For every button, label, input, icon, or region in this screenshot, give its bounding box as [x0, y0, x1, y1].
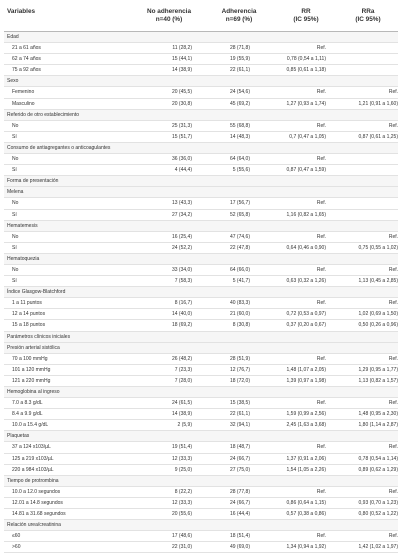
- section-row: [4, 431, 398, 442]
- table-row: [4, 276, 398, 287]
- cell-adherencia: 22 (61,1): [229, 67, 250, 74]
- header-rr-ic: (IC 95%): [293, 16, 319, 23]
- cell-adherencia: 14 (48,3): [229, 133, 250, 140]
- cell-rr: Ref.: [316, 355, 326, 362]
- cell-no-adherencia: 33 (34,0): [171, 266, 192, 273]
- cell-adherencia: 28 (71,8): [229, 45, 250, 52]
- cell-rra: Ref.: [388, 444, 398, 451]
- cell-rra: 0,87 (0,61 a 1,25): [358, 133, 398, 140]
- cell-rra: 0,89 (0,62 a 1,29): [358, 466, 398, 473]
- section-row: [4, 476, 398, 487]
- cell-rr: 1,54 (1,05 a 2,26): [286, 466, 326, 473]
- table-row: [4, 43, 398, 54]
- row-label: No: [12, 200, 19, 207]
- row-label: >60: [12, 544, 21, 551]
- section-row: [4, 332, 398, 343]
- row-label: Sí: [12, 211, 17, 218]
- table-row: [4, 409, 398, 420]
- table-row: [4, 65, 398, 76]
- row-label: Sí: [12, 133, 17, 140]
- table-row: [4, 420, 398, 431]
- row-label: Masculino: [12, 100, 35, 107]
- row-label: Sí: [12, 244, 17, 251]
- cell-rr: 1,59 (0,99 a 2,56): [286, 411, 326, 418]
- cell-no-adherencia: 12 (33,3): [171, 499, 192, 506]
- cell-rr: 0,86 (0,64 a 1,15): [286, 499, 326, 506]
- cell-rra: Ref.: [388, 122, 398, 129]
- cell-rr: 1,48 (1,07 a 2,05): [286, 366, 326, 373]
- cell-no-adherencia: 12 (33,3): [171, 455, 192, 462]
- row-label: ≤60: [12, 533, 21, 540]
- cell-no-adherencia: 17 (48,6): [171, 533, 192, 540]
- table-row: [4, 454, 398, 465]
- row-label: No: [12, 122, 19, 129]
- cell-rra: 1,13 (0,82 a 1,57): [358, 377, 398, 384]
- cell-adherencia: 32 (94,1): [229, 422, 250, 429]
- table-row: [4, 265, 398, 276]
- cell-adherencia: 24 (66,7): [229, 499, 250, 506]
- row-label: Femenino: [12, 89, 35, 96]
- table-row: [4, 365, 398, 376]
- cell-rr: 1,39 (0,97 a 1,98): [286, 377, 326, 384]
- row-label: Sexo: [7, 78, 19, 85]
- row-label: 62 a 74 años: [12, 56, 41, 63]
- cell-no-adherencia: 7 (58,3): [174, 278, 192, 285]
- cell-adherencia: 15 (38,5): [229, 400, 250, 407]
- header-adherencia-n: n=69 (%): [225, 16, 253, 23]
- cell-rr: 1,34 (0,94 a 1,92): [286, 544, 326, 551]
- cell-no-adherencia: 8 (22,2): [174, 488, 192, 495]
- cell-adherencia: 21 (60,0): [229, 311, 250, 318]
- row-label: Plaquetas: [7, 433, 30, 440]
- row-label: 15 a 18 puntos: [12, 322, 46, 329]
- section-row: [4, 387, 398, 398]
- cell-rra: Ref.: [388, 266, 398, 273]
- section-row: [4, 287, 398, 298]
- cell-adherencia: 52 (65,8): [229, 211, 250, 218]
- cell-no-adherencia: 24 (52,2): [171, 244, 192, 251]
- header-variables: Variables: [7, 8, 36, 15]
- table-row: [4, 165, 398, 176]
- cell-rr: 0,63 (0,32 a 1,26): [286, 278, 326, 285]
- section-row: [4, 32, 398, 43]
- cell-rr: Ref.: [316, 400, 326, 407]
- row-label: 70 a 100 mmHg: [12, 355, 48, 362]
- row-label: No: [12, 266, 19, 273]
- cell-rr: 0,72 (0,53 a 0,97): [286, 311, 326, 318]
- cell-adherencia: 45 (69,2): [229, 100, 250, 107]
- row-label: 121 a 220 mmHg: [12, 377, 51, 384]
- section-row: [4, 254, 398, 265]
- row-label: 37 a 124 x103/µL: [12, 444, 51, 451]
- section-row: [4, 343, 398, 354]
- row-label: Sí: [12, 167, 17, 174]
- row-label: 12.01 a 14.8 segundos: [12, 499, 63, 506]
- cell-adherencia: 55 (68,8): [229, 122, 250, 129]
- table-row: [4, 498, 398, 509]
- cell-adherencia: 64 (64,0): [229, 156, 250, 163]
- table-row: [4, 99, 398, 110]
- cell-adherencia: 22 (47,8): [229, 244, 250, 251]
- cell-no-adherencia: 14 (38,9): [171, 67, 192, 74]
- table-body: [4, 32, 398, 553]
- row-label: Presión arterial sistólica: [7, 344, 60, 351]
- cell-rr: 0,85 (0,61 a 1,18): [286, 67, 326, 74]
- row-label: 12 a 14 puntos: [12, 311, 46, 318]
- cell-rra: Ref.: [388, 355, 398, 362]
- cell-rr: Ref.: [316, 266, 326, 273]
- header-rr: [274, 8, 338, 24]
- table-row: [4, 298, 398, 309]
- cell-rra: 1,29 (0,95 a 1,77): [358, 366, 398, 373]
- row-label: Forma de presentación: [7, 178, 59, 185]
- cell-no-adherencia: 14 (40,0): [171, 311, 192, 318]
- cell-rr: Ref.: [316, 233, 326, 240]
- cell-rr: 0,64 (0,46 a 0,90): [286, 244, 326, 251]
- cell-rr: 2,45 (1,63 a 3,68): [286, 422, 326, 429]
- header-no-adherencia-n: n=40 (%): [155, 16, 183, 23]
- cell-no-adherencia: 8 (16,7): [174, 300, 192, 307]
- row-label: 8.4 a 9.9 g/dL: [12, 411, 43, 418]
- cell-no-adherencia: 24 (61,5): [171, 400, 192, 407]
- cell-rra: Ref.: [388, 533, 398, 540]
- cell-rra: Ref.: [388, 488, 398, 495]
- table-row: [4, 354, 398, 365]
- cell-rra: 1,80 (1,14 a 2,87): [358, 422, 398, 429]
- cell-rra: Ref.: [388, 89, 398, 96]
- cell-no-adherencia: 13 (43,3): [171, 200, 192, 207]
- cell-rra: 1,42 (1,02 a 1,97): [358, 544, 398, 551]
- cell-no-adherencia: 9 (25,0): [174, 466, 192, 473]
- cell-rra: 0,93 (0,70 a 1,23): [358, 499, 398, 506]
- table-row: [4, 542, 398, 553]
- cell-no-adherencia: 20 (30,8): [171, 100, 192, 107]
- row-label: Edad: [7, 34, 19, 40]
- table-row: [4, 487, 398, 498]
- cell-rra: 1,02 (0,69 a 1,50): [358, 311, 398, 318]
- row-label: 21 a 61 años: [12, 45, 41, 52]
- cell-no-adherencia: 26 (48,2): [171, 355, 192, 362]
- cell-rr: Ref.: [316, 200, 326, 207]
- cell-no-adherencia: 4 (44,4): [174, 167, 192, 174]
- cell-rr: Ref.: [316, 444, 326, 451]
- table-row: [4, 232, 398, 243]
- row-label: Referido de otro establecimiento: [7, 111, 79, 118]
- cell-adherencia: 19 (55,9): [229, 56, 250, 63]
- header-adherencia-label: Adherencia: [221, 8, 257, 15]
- table-row: [4, 442, 398, 453]
- section-row: [4, 176, 398, 187]
- row-label: 7.0 a 8.3 g/dL: [12, 400, 43, 407]
- cell-adherencia: 16 (44,4): [229, 511, 250, 518]
- cell-adherencia: 47 (74,6): [229, 233, 250, 240]
- header-rra: [338, 8, 398, 24]
- cell-adherencia: 40 (83,3): [229, 300, 250, 307]
- cell-adherencia: 12 (76,7): [229, 366, 250, 373]
- section-row: [4, 187, 398, 198]
- cell-rra: 1,13 (0,45 a 2,85): [358, 278, 398, 285]
- header-no-adherencia: [134, 8, 204, 24]
- row-label: 10.0 a 12.0 segundos: [12, 488, 61, 495]
- cell-adherencia: 18 (48,7): [229, 444, 250, 451]
- cell-adherencia: 5 (55,6): [232, 167, 250, 174]
- header-adherencia: [204, 8, 274, 24]
- section-row: [4, 221, 398, 232]
- cell-rr: Ref.: [316, 89, 326, 96]
- table-row: [4, 465, 398, 476]
- cell-rr: Ref.: [316, 45, 326, 52]
- cell-no-adherencia: 19 (51,4): [171, 444, 192, 451]
- table-row: [4, 398, 398, 409]
- cell-rra: 0,75 (0,55 a 1,02): [358, 244, 398, 251]
- cell-no-adherencia: 7 (28,0): [174, 377, 192, 384]
- section-row: [4, 110, 398, 121]
- cell-rr: 0,78 (0,54 a 1,11): [286, 56, 326, 63]
- table-row: [4, 309, 398, 320]
- header-rr-label: RR: [301, 8, 311, 15]
- table-row: [4, 54, 398, 65]
- cell-no-adherencia: 20 (55,6): [171, 511, 192, 518]
- row-label: 220 a 984 x103/µL: [12, 466, 54, 473]
- table-row: [4, 132, 398, 143]
- header-rra-label: RRa: [361, 8, 375, 15]
- cell-no-adherencia: 11 (28,2): [172, 45, 192, 52]
- cell-rr: 0,37 (0,20 a 0,67): [286, 322, 326, 329]
- cell-adherencia: 5 (41,7): [232, 278, 250, 285]
- cell-no-adherencia: 15 (51,7): [171, 133, 192, 140]
- table-row: [4, 210, 398, 221]
- cell-adherencia: 22 (61,1): [229, 411, 250, 418]
- row-label: Sí: [12, 278, 17, 285]
- cell-adherencia: 8 (30,8): [232, 322, 250, 329]
- cell-rr: 1,27 (0,93 a 1,74): [286, 100, 326, 107]
- cell-no-adherencia: 25 (31,3): [171, 122, 192, 129]
- row-label: 101 a 120 mmHg: [12, 366, 51, 373]
- section-row: [4, 520, 398, 531]
- header-rra-ic: (IC 95%): [355, 16, 381, 23]
- header-no-adherencia-label: No adherencia: [146, 8, 192, 15]
- cell-no-adherencia: 15 (44,1): [171, 56, 192, 63]
- row-label: Melena: [7, 189, 24, 196]
- cell-adherencia: 18 (72,0): [229, 377, 250, 384]
- cell-no-adherencia: 36 (36,0): [171, 156, 192, 163]
- table-row: [4, 87, 398, 98]
- cell-adherencia: 24 (54,6): [229, 89, 250, 96]
- cell-rra: 0,80 (0,52 a 1,22): [358, 511, 398, 518]
- row-label: Índice Glasgow-Blatchford: [7, 289, 66, 296]
- results-table: [4, 4, 398, 553]
- cell-rr: Ref.: [316, 156, 326, 163]
- row-label: Tiempo de protrombina: [7, 477, 59, 484]
- cell-adherencia: 28 (77,8): [229, 488, 250, 495]
- table-row: [4, 121, 398, 132]
- cell-adherencia: 49 (69,0): [229, 544, 250, 551]
- row-label: Consumo de antiagregantes o anticoagulantes: [7, 144, 111, 151]
- table-row: [4, 509, 398, 520]
- cell-no-adherencia: 22 (31,0): [171, 544, 192, 551]
- row-label: Hemoglobina al ingreso: [7, 389, 60, 395]
- cell-rr: Ref.: [316, 488, 326, 495]
- row-label: 10.0 a 15.4 g/dL: [12, 422, 49, 429]
- cell-no-adherencia: 2 (5,9): [177, 422, 192, 429]
- cell-rra: 0,50 (0,26 a 0,96): [358, 322, 398, 329]
- cell-rr: Ref.: [316, 533, 326, 540]
- cell-no-adherencia: 27 (34,2): [171, 211, 192, 218]
- row-label: No: [12, 233, 19, 240]
- cell-no-adherencia: 7 (23,3): [174, 366, 192, 373]
- table-row: [4, 320, 398, 331]
- cell-adherencia: 17 (56,7): [229, 200, 250, 207]
- cell-rra: Ref.: [388, 233, 398, 240]
- cell-no-adherencia: 16 (25,4): [171, 233, 192, 240]
- cell-rr: Ref.: [316, 122, 326, 129]
- cell-no-adherencia: 14 (38,9): [171, 411, 192, 418]
- cell-rr: 0,7 (0,47 a 1,05): [289, 133, 326, 140]
- cell-rra: 1,21 (0,91 a 1,60): [358, 100, 398, 107]
- cell-adherencia: 24 (66,7): [229, 455, 250, 462]
- table-header: [4, 4, 398, 32]
- cell-adherencia: 28 (51,9): [229, 355, 250, 362]
- cell-rr: 1,37 (0,91 a 2,06): [286, 455, 326, 462]
- row-label: 1 a 11 puntos: [12, 300, 42, 307]
- cell-no-adherencia: 20 (45,5): [171, 89, 192, 96]
- cell-adherencia: 64 (66,0): [229, 266, 250, 273]
- cell-adherencia: 27 (75,0): [229, 466, 250, 473]
- row-label: No: [12, 156, 19, 163]
- table-row: [4, 243, 398, 254]
- table-row: [4, 154, 398, 165]
- cell-rr: 0,57 (0,38 a 0,86): [286, 511, 326, 518]
- row-label: Hematemesis: [7, 222, 38, 229]
- table-row: [4, 531, 398, 542]
- cell-no-adherencia: 18 (69,2): [171, 322, 192, 329]
- cell-rr: 1,16 (0,82 a 1,65): [286, 211, 326, 218]
- table-row: [4, 198, 398, 209]
- section-row: [4, 76, 398, 87]
- cell-rr: 0,87 (0,47 a 1,59): [286, 167, 326, 174]
- row-label: 75 a 92 años: [12, 67, 41, 74]
- table-row: [4, 376, 398, 387]
- cell-rr: Ref.: [316, 300, 326, 307]
- cell-adherencia: 18 (51,4): [229, 533, 250, 540]
- cell-rra: 0,78 (0,54 a 1,14): [358, 455, 398, 462]
- row-label: Parámetros clínicos iniciales: [7, 333, 71, 340]
- row-label: 125 a 219 x103/µL: [12, 455, 54, 462]
- cell-rra: 1,48 (0,95 a 2,30): [358, 411, 398, 418]
- cell-rra: Ref.: [388, 400, 398, 407]
- cell-rra: Ref.: [388, 300, 398, 307]
- row-label: 14.81 a 31.68 segundos: [12, 511, 66, 518]
- row-label: Hematoquezia: [7, 255, 40, 262]
- section-row: [4, 143, 398, 154]
- row-label: Relación urea/creatinina: [7, 522, 61, 529]
